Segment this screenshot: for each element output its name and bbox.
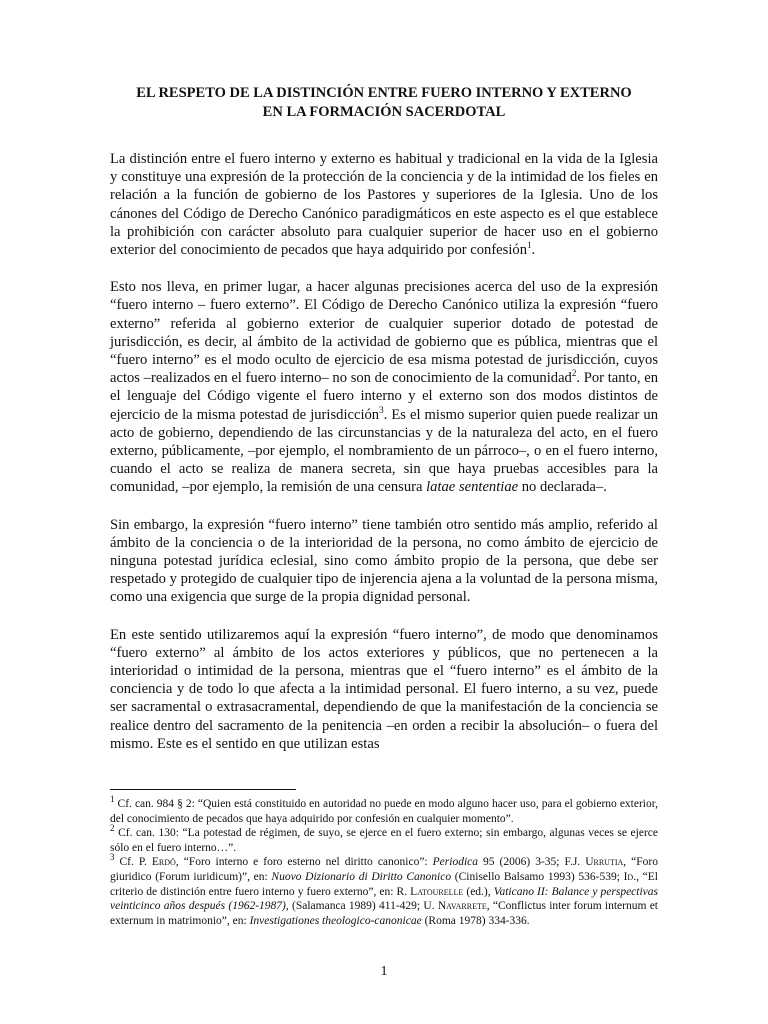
paragraph-2-a: Esto nos lleva, en primer lugar, a hacer algunas precisiones acerca del uso de la expresión “fuero interno – fuero externo”. El Código de Derecho Canónico utiliza la expresión “fuero externo” referida al gobierno exterior de cualquier superior dotado de potestad de jurisdicción, es decir, al ámbito de la actividad de gobierno que es pública, mientras que el “fuero interno” es el modo oculto de ejercicio de esa misma potestad de jurisdicción, cuyos actos –realizados en el fuero interno– no son de conocimiento de la comunidad	[110, 279, 658, 387]
paragraph-1	[110, 150, 658, 259]
paragraph-2-d: no declarada–.	[518, 479, 607, 496]
footnote-3-number: 3	[110, 852, 115, 863]
author-urrutia: Urrutia	[585, 856, 624, 869]
paragraph-2-b: . Por tanto, en el lenguaje del Código vigente el fuero interno y el externo son dos modos distintos de ejercicio de la misma potestad de jurisdicción	[110, 370, 658, 423]
paragraph-2	[110, 278, 658, 496]
footnote-3-part: Cf. P.	[114, 856, 152, 869]
paragraph-4: En este sentido utilizaremos aquí la expresión “fuero interno”, de modo que denominamos “fuero externo” al ámbito de los actos exteriores y públicos, que no pertenecen a la interioridad o intimidad de la persona, mientras que el “fuero interno” es el ámbito de la conciencia y de todo lo que afecta a la intimidad personal. El fuero interno, a su vez, puede ser sacramental o extrasacramental, dependiendo de que la manifestación de la conciencia se realice dentro del sacramento de la penitencia –en orden a recibir la absolución– o fuera del mismo. Este es el sentido en que utilizan estas	[110, 626, 658, 752]
page-number: 1	[380, 964, 388, 979]
title-line-2: EN LA FORMACIÓN SACERDOTAL	[262, 104, 506, 120]
footnotes	[110, 794, 659, 928]
author-erdo: Erdö	[151, 856, 176, 869]
paragraph-1-end: .	[531, 242, 536, 259]
footnote-3-part: , “Conflictus inter forum internum et externum in matrimonio”, en:	[110, 900, 658, 927]
footnote-2-text: Cf. can. 130: “La potestad de régimen, de suyo, se ejerce en el fuero externo; sin embargo, algunas veces se ejerce sólo en el fuero interno…”.	[110, 827, 658, 854]
book-vaticano-ii: Vaticano II: Balance y perspectivas veinticinco años después (1962-1987)	[110, 885, 659, 913]
footnote-3	[110, 852, 659, 928]
footnote-3-part: 95 (2006) 3-35; F.J.	[478, 856, 586, 869]
footnote-1	[110, 794, 658, 826]
footnote-3-part: (ed.),	[463, 885, 494, 898]
footnote-3-part: , “Foro interno e foro esterno nel diritto canonico”:	[175, 856, 433, 869]
footnote-3-part: , “Foro giuridico (Forum iuridicum)”, en:	[110, 856, 658, 883]
document-body	[110, 150, 658, 772]
author-navarrete: Navarrete	[437, 900, 487, 913]
footnote-3-part: (Cinisello Balsamo 1993) 536-539;	[451, 870, 624, 883]
footnote-2-number: 2	[110, 823, 115, 834]
footnote-ref-2: 2	[571, 368, 577, 379]
footnote-ref-1: 1	[527, 240, 532, 251]
footnote-3-part: , “El criterio de distinción entre fuero interno y fuero externo”, en: R.	[110, 870, 658, 898]
paragraph-2-c: . Es el mismo superior quien puede realizar un acto de gobierno, dependiendo de las circunstancias y de la naturaleza del acto, en el fuero externo, públicamente, –por ejemplo, el nombramiento de un párroco–, o en el fuero interno, cuando el acto se realiza de manera secreta, sin que haya pruebas accesibles para la comunidad, –por ejemplo, la remisión de una censura	[110, 406, 658, 496]
paragraph-3: Sin embargo, la expresión “fuero interno” tiene también otro sentido más amplio, referido al ámbito de la conciencia o de la interioridad de la persona, no como ámbito de ejercicio de ninguna potestad jurídica eclesial, sino como ámbito propio de la persona, que debe ser respetado y protegido de cualquier tipo de injerencia ajena a la voluntad de la persona misma, como una exigencia que surge de la propia dignidad personal.	[110, 516, 658, 606]
footnote-3-part: , (Salamanca 1989) 411-429; U.	[285, 900, 438, 913]
author-latourelle: Latourelle	[410, 885, 464, 898]
footnote-separator	[110, 789, 296, 790]
author-id: Id.	[623, 870, 637, 883]
document-title	[110, 84, 658, 122]
footnote-1-text: Cf. can. 984 § 2: “Quien está constituido en autoridad no puede en modo alguno hacer uso, para el gobierno exterior, del conocimiento de pecados que haya adquirido por confesión en cualquier momento”.	[110, 798, 658, 825]
paragraph-1-text: La distinción entre el fuero interno y externo es habitual y tradicional en la vida de la Iglesia y constituye una expresión de la protección de la conciencia y de la intimidad de los fieles en relación a la función de gobierno de los Pastores y superiores de la Iglesia. Uno de los cánones del Código de Derecho Canónico paradigmáticos en este aspecto es el que establece la prohibición con carácter absoluto para cualquier superior de hacer uso en el gobierno exterior del conocimiento de pecados que haya adquirido por confesión	[110, 151, 658, 259]
footnote-ref-3: 3	[379, 404, 384, 415]
footnote-2	[110, 823, 658, 855]
book-investigationes: Investigationes theologico-canonicae	[249, 914, 422, 927]
title-line-1: EL RESPETO DE LA DISTINCIÓN ENTRE FUERO INTERNO Y EXTERNO	[136, 85, 632, 101]
footnote-1-number: 1	[110, 794, 115, 805]
footnote-3-part: (Roma 1978) 334-336.	[421, 914, 530, 927]
journal-periodica: Periodica	[432, 856, 478, 869]
paragraph-2-italic: latae sententiae	[426, 479, 519, 496]
book-nuovo-dizionario: Nuovo Dizionario di Diritto Canonico	[271, 870, 452, 883]
